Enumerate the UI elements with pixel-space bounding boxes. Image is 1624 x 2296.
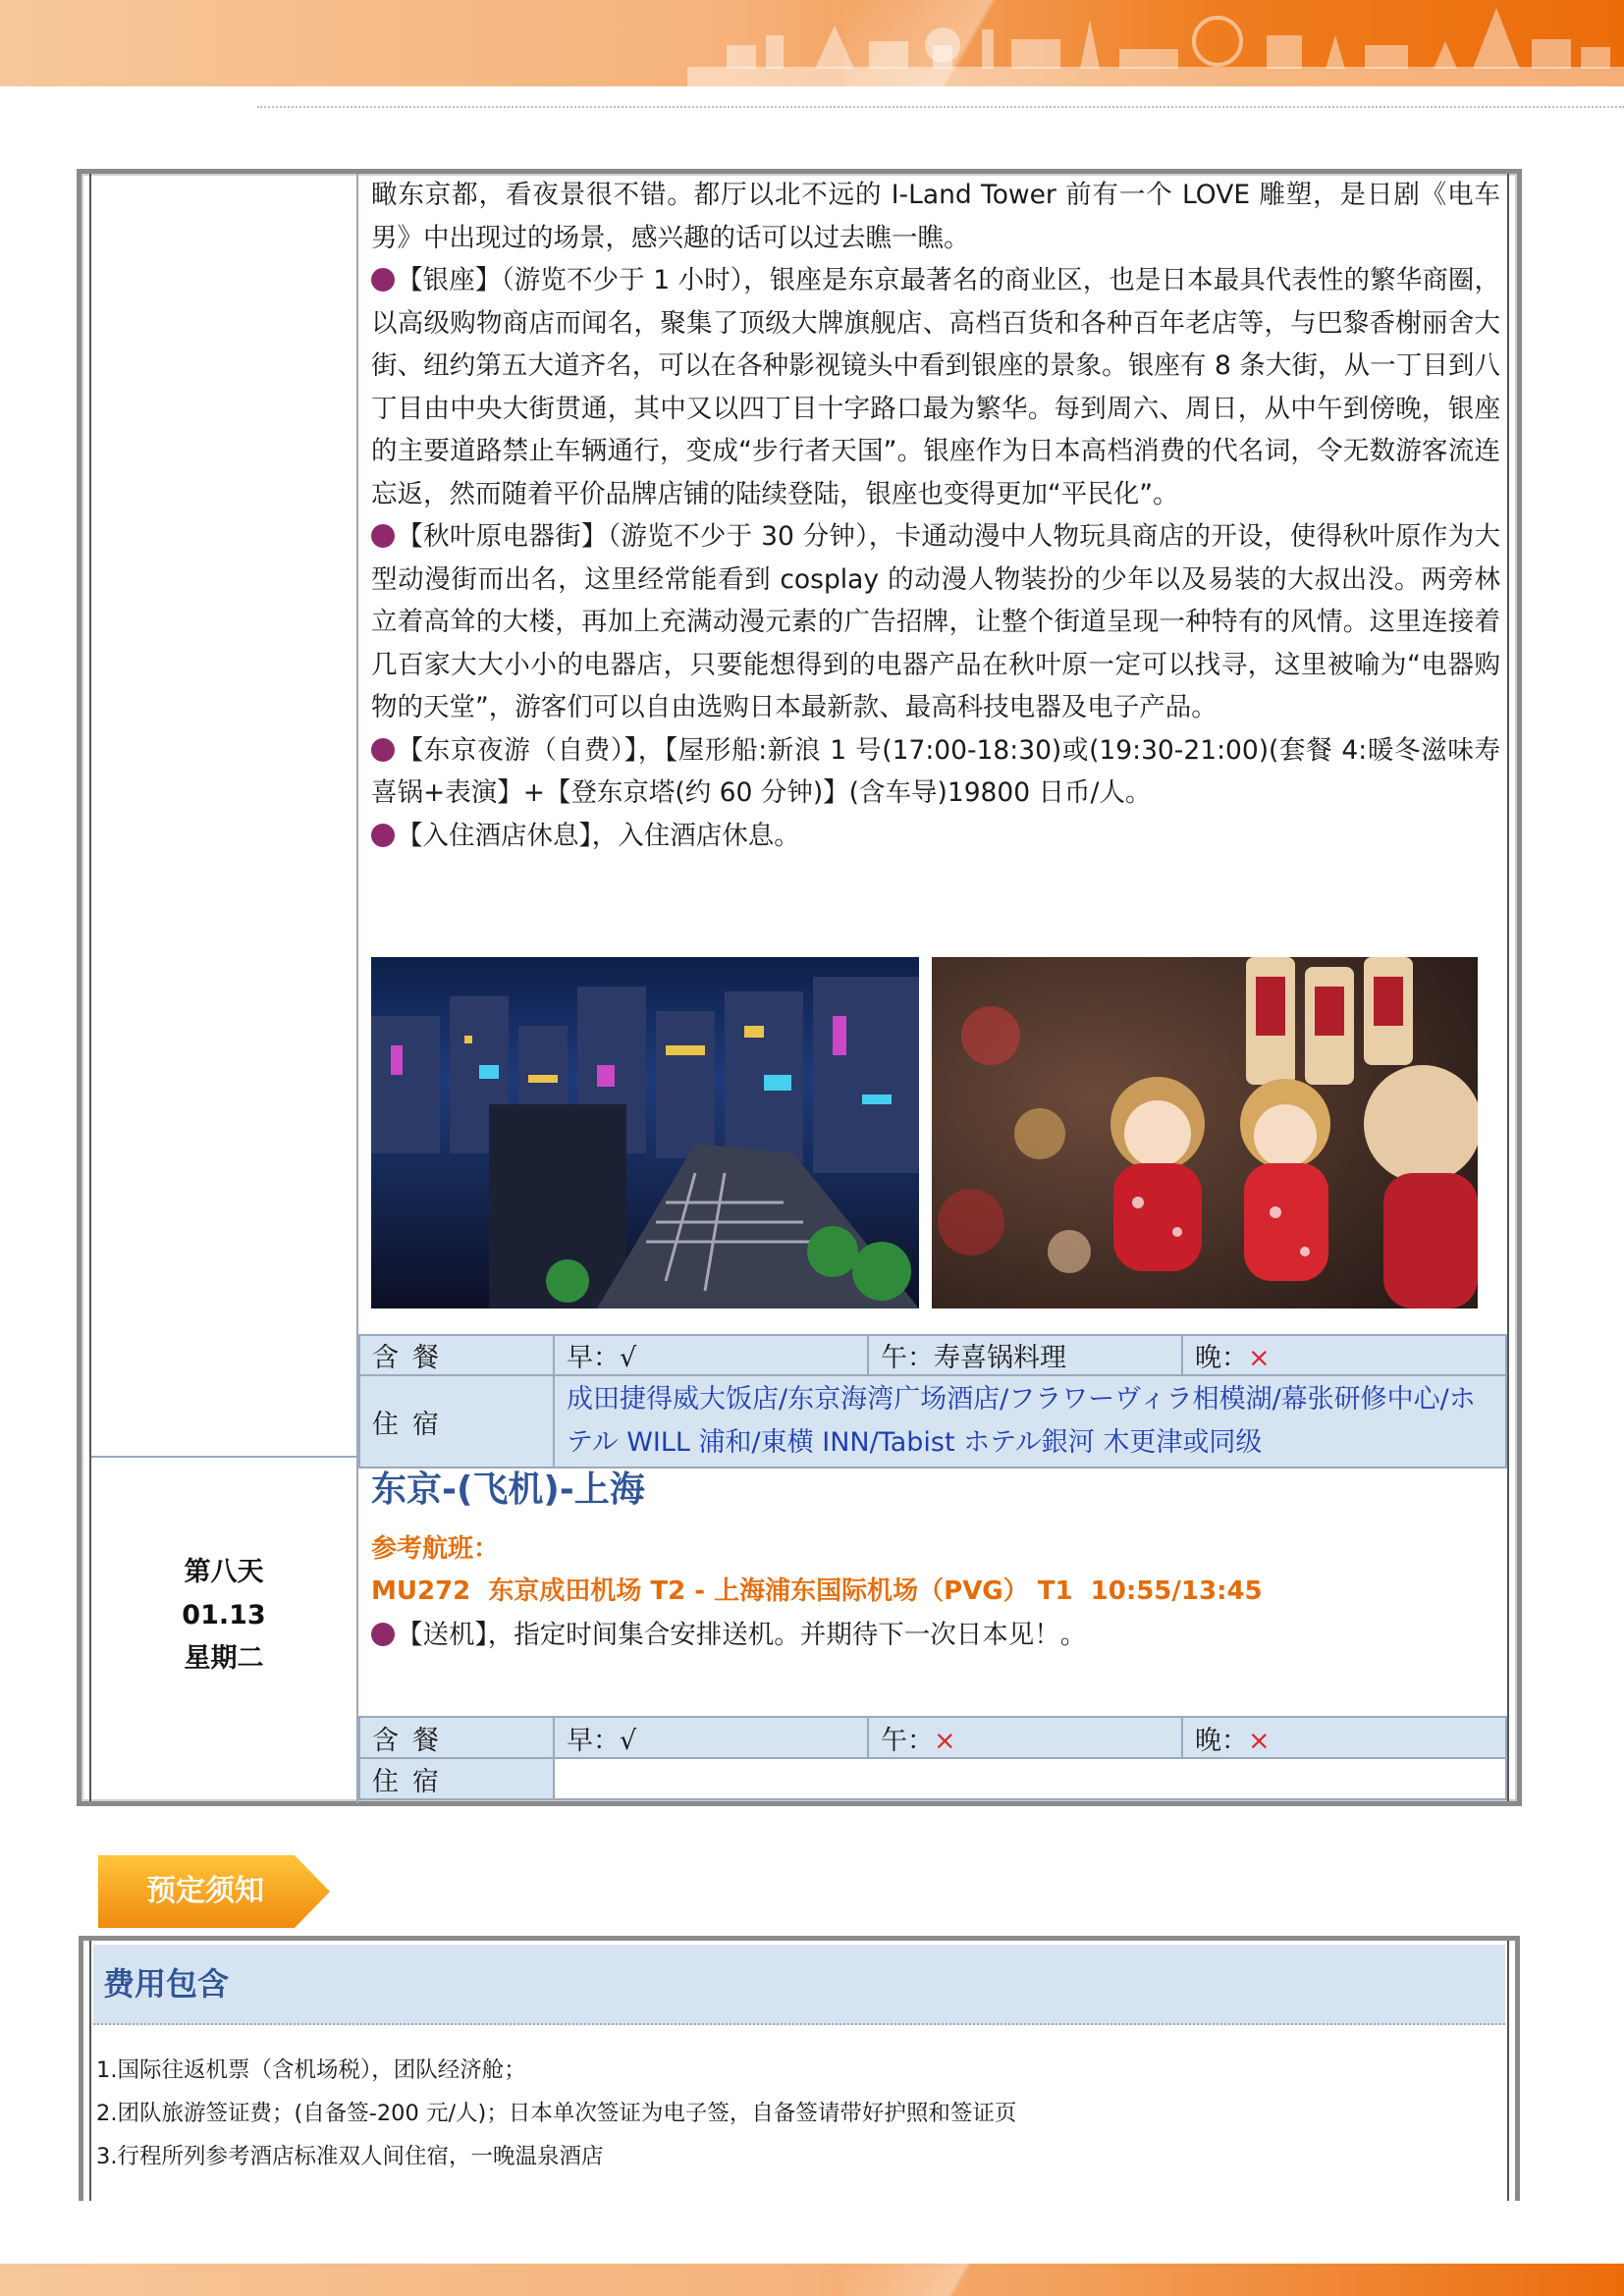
- day7-content: [371, 174, 1500, 857]
- lodging-label: 住宿: [359, 1758, 554, 1799]
- day8-breakfast: 早：√: [554, 1717, 868, 1758]
- day8-route-title: 东京-(飞机)-上海: [371, 1469, 645, 1510]
- bullet-dot-icon: [371, 524, 395, 548]
- day7-lunch: 午：寿喜锅料理: [868, 1335, 1182, 1375]
- header-band: [0, 0, 1624, 86]
- day8-transfer: 【送机】，指定时间集合安排送机。并期待下一次日本见！。: [371, 1613, 1086, 1651]
- cross-mark-icon: ×: [934, 1725, 956, 1756]
- meals-label: 含餐: [359, 1335, 554, 1375]
- footer-band: [0, 2264, 1624, 2296]
- day8-meal-table: [358, 1716, 1507, 1800]
- itinerary-frame: [77, 169, 1522, 1806]
- cross-mark-icon: ×: [1248, 1725, 1271, 1756]
- bullet-dot-icon: [371, 738, 395, 762]
- day8-label-column: [91, 1458, 358, 1803]
- day7-paragraph: 【东京夜游（自费）】，【屋形船:新浪 1 号(17:00-18:30)或(19:30-21:00)(套餐 4:暖冬滋味寿喜锅+表演】+【登东京塔(约 60 分钟)】(含车导)19800 日币/人。: [371, 734, 1500, 808]
- booking-notice-tab: [98, 1855, 330, 1928]
- fee-heading-bar: [93, 1945, 1505, 2025]
- day7-label-column: [91, 174, 358, 1458]
- photo-tokyo-night-crossing: [371, 957, 919, 1308]
- day8-date: 01.13: [182, 1600, 266, 1630]
- bullet-dot-icon: [371, 1623, 395, 1646]
- day8-label: [91, 1551, 356, 1681]
- day8-lodging: [554, 1758, 1506, 1799]
- day8-dinner: 晚：×: [1182, 1717, 1506, 1758]
- cross-mark-icon: ×: [1248, 1343, 1271, 1373]
- day7-breakfast: 早：√: [554, 1335, 868, 1375]
- day7-lodging: 成田捷得威大饭店/东京海湾广场酒店/フラワーヴィラ相模湖/幕张研修中心/ホテル WILL 浦和/東横 INN/Tabist ホテル銀河 木更津或同级: [554, 1375, 1506, 1468]
- day7-paragraph: 瞰东京都，看夜景很不错。都厅以北不远的 I-Land Tower 前有一个 LOVE 雕塑，是日剧《电车男》中出现过的场景，感兴趣的话可以过去瞧一瞧。: [371, 180, 1500, 253]
- day8-weekday: 星期二: [184, 1643, 264, 1674]
- day7-paragraph: 【入住酒店休息】，入住酒店休息。: [371, 815, 1500, 858]
- bullet-dot-icon: [371, 268, 395, 292]
- header-rule: [257, 106, 1624, 108]
- fee-list: [96, 2049, 1016, 2178]
- fee-item: 2.团队旅游签证费；(自备签-200 元/人)；日本单次签证为电子签，自备签请带好护照和签证页: [96, 2101, 1017, 2126]
- bullet-dot-icon: [371, 824, 395, 847]
- meals-label: 含餐: [359, 1717, 554, 1758]
- fee-item: 1.国际往返机票（含机场税），团队经济舱；: [96, 2057, 526, 2083]
- lodging-label: 住宿: [359, 1375, 554, 1468]
- day7-dinner: 晚：×: [1182, 1335, 1506, 1375]
- day8-flight-info: MU272 东京成田机场 T2 - 上海浦东国际机场（PVG） T1 10:55/13:45: [371, 1576, 1263, 1606]
- photo-daruma-charms: [932, 957, 1478, 1308]
- fee-item: 3.行程所列参考酒店标准双人间住宿，一晚温泉酒店: [96, 2144, 604, 2169]
- day7-meal-table: [358, 1334, 1507, 1468]
- day8-lunch: 午：×: [868, 1717, 1182, 1758]
- day7-paragraph: 【银座】（游览不少于 1 小时），银座是东京最著名的商业区，也是日本最具代表性的繁华商圈，以高级购物商店而闻名，聚集了顶级大牌旗舰店、高档百货和各种百年老店等，与巴黎香榭丽舍大街、纽约第五大道齐名，可以在各种影视镜头中看到银座的景象。银座有 8 条大街，从一丁目到八丁目由中央大街贯通，其中又以四丁目十字路口最为繁华。每到周六、周日，从中午到傍晚，银座的主要道路禁止车辆通行，变成“步行者天国”。银座作为日本高档消费的代名词，令无数游客流连忘返，然而随着平价品牌店铺的陆续登陆，银座也变得更加“平民化”。: [371, 265, 1500, 509]
- day8-day: 第八天: [184, 1557, 264, 1587]
- day8-flight-label: 参考航班：: [371, 1534, 500, 1564]
- skyline-decoration: [687, 6, 1624, 86]
- booking-notice-title: 预定须知: [146, 1874, 264, 1908]
- day7-paragraph: 【秋叶原电器街】（游览不少于 30 分钟），卡通动漫中人物玩具商店的开设，使得秋叶原作为大型动漫街而出名，这里经常能看到 cosplay 的动漫人物装扮的少年以及易装的大叔出没。两旁林立着高耸的大楼，再加上充满动漫元素的广告招牌，让整个街道呈现一种特有的风情。这里连接着几百家大大小小的电器店，只要能想得到的电器产品在秋叶原一定可以找寻，这里被喻为“电器购物的天堂”，游客们可以自由选购日本最新款、最高科技电器及电子产品。: [371, 521, 1500, 722]
- day7-photos: [371, 957, 1500, 1310]
- fee-heading: 费用包含: [103, 1965, 230, 2002]
